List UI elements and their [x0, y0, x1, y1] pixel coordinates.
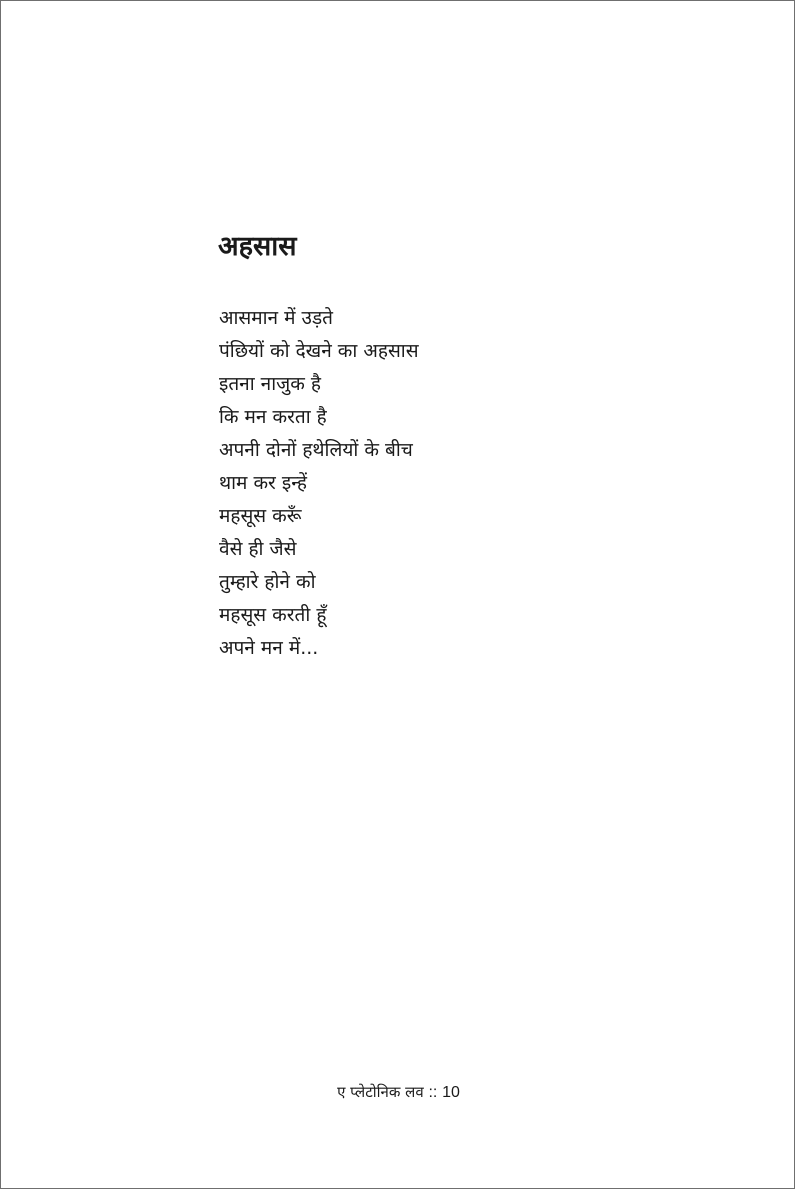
- poem-line: महसूस करूँ: [219, 505, 302, 527]
- poem-body: [219, 302, 419, 665]
- page-footer: [1, 1081, 795, 1104]
- poem-line: इतना नाजुक है: [219, 373, 321, 395]
- page-number: 10: [442, 1084, 460, 1101]
- poem-line: पंछियों को देखने का अहसास: [219, 340, 419, 362]
- poem-line: महसूस करती हूँ: [219, 604, 327, 626]
- poem-line: अपने मन में...: [219, 637, 319, 659]
- poem-title: अहसास: [218, 231, 297, 262]
- poem-line: कि मन करता है: [219, 406, 327, 428]
- poem-line: अपनी दोनों हथेलियों के बीच: [219, 439, 413, 461]
- poem-line: थाम कर इन्हें: [219, 472, 307, 494]
- poem-line: आसमान में उड़ते: [219, 307, 333, 329]
- footer-book-title: ए प्लेटोनिक लव: [337, 1083, 424, 1101]
- footer-separator: ::: [428, 1084, 438, 1101]
- poem-line: तुम्हारे होने को: [219, 571, 316, 593]
- poem-line: वैसे ही जैसे: [219, 538, 297, 560]
